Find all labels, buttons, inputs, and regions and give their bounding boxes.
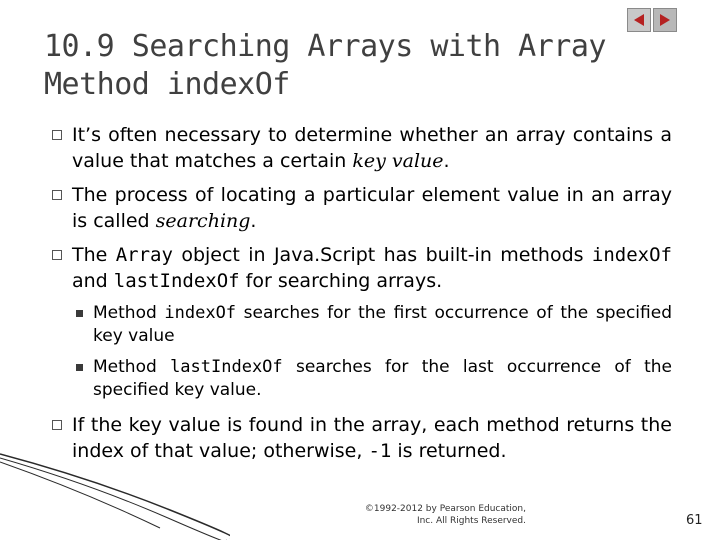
sub-bullet-icon [76,310,83,317]
sub-bullet-item: Method indexOf searches for the first occurrence of the specified key value [52,302,672,348]
next-slide-button[interactable] [653,8,677,32]
code-minus-one: -1 [368,440,392,462]
code-indexof: indexOf [164,303,237,323]
decorative-swoosh [0,440,230,540]
bullet-item: The Array object in Java.Script has built-in methods indexOf and lastIndexOf for searching arrays. [52,242,672,294]
square-bullet-icon [52,130,62,140]
code-lastindexof: lastIndexOf [113,270,240,292]
triangle-left-icon [631,12,647,28]
square-bullet-icon [52,250,62,260]
copyright-footer: ©1992-2012 by Pearson Education, Inc. All Rights Reserved. [364,504,526,526]
slide-navigation [627,8,677,32]
bullet-item: The process of locating a particular element value in an array is called searching. [52,182,672,234]
bullet-item: It’s often necessary to determine whether an array contains a value that matches a certain key value. [52,122,672,174]
searching-term: searching [155,210,251,232]
page-number: 61 [686,513,703,528]
slide-content [52,122,672,490]
square-bullet-icon [52,190,62,200]
title-line-1: 10.9 Searching Arrays with Array [44,29,606,64]
code-array: Array [115,244,173,266]
code-indexof: indexOf [591,244,672,266]
square-bullet-icon [52,420,62,430]
previous-slide-button[interactable] [627,8,651,32]
slide-title [44,28,624,104]
bullet-item: If the key value is found in the array, each method returns the index of that value; otherwise, -1 is returned. [52,412,672,490]
code-lastindexof: lastIndexOf [170,357,283,377]
title-line-2: Method indexOf [44,67,290,102]
triangle-right-icon [657,12,673,28]
sub-bullet-item: Method lastIndexOf searches for the last occurrence of the specified key value. [52,356,672,402]
sub-bullet-icon [76,364,83,371]
key-value-term: key value [352,150,444,172]
